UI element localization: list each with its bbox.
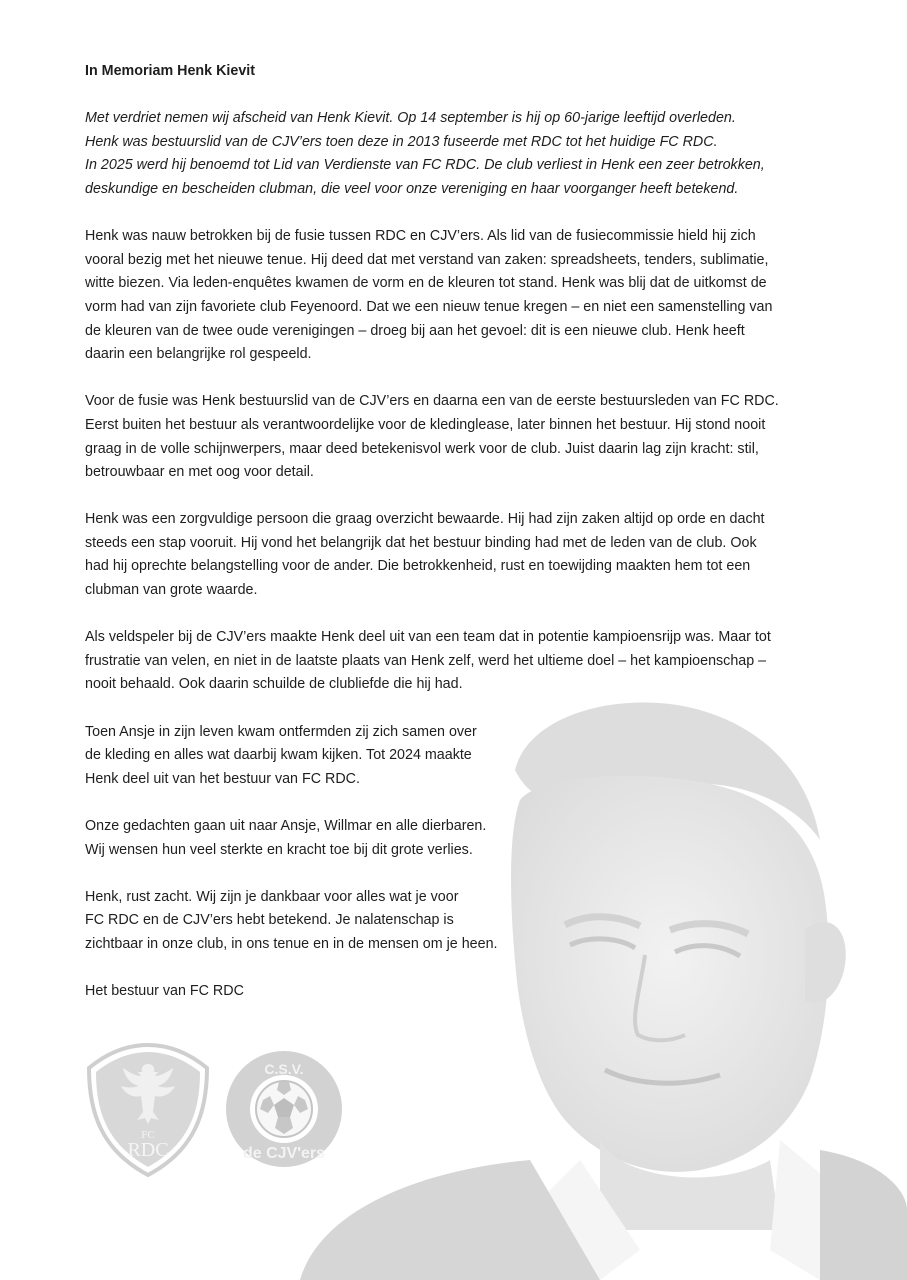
text-line: Toen Ansje in zijn leven kwam ontfermden zij zich samen over: [85, 723, 477, 740]
text-line: graag in de volle schijnwerpers, maar deed betekenisvol werk voor de club. Juist daarin lag zijn kracht: stil,: [85, 440, 759, 457]
intro-line: Met verdriet nemen wij afscheid van Henk Kievit. Op 14 september is hij op 60-jarige leeftijd overleden.: [85, 110, 736, 127]
club-logos: [85, 1042, 355, 1182]
text-line: steeds een stap vooruit. Hij vond het belangrijk dat het bestuur binding had met de leden van de club. Ook: [85, 534, 757, 551]
text-line: frustratie van velen, en niet in de laatste plaats van Henk zelf, werd het ultieme doel – het kampioenschap –: [85, 652, 767, 669]
text-line: Voor de fusie was Henk bestuurslid van de CJV’ers en daarna een van de eerste bestuursleden van FC RDC.: [85, 393, 779, 410]
text-line: Henk deel uit van het bestuur van FC RDC.: [85, 770, 360, 787]
text-line: nooit behaald. Ook daarin schuilde de clubliefde die hij had.: [85, 676, 463, 693]
paragraph-fusie: [85, 225, 825, 367]
football-icon: [256, 1081, 312, 1137]
text-line: betrouwbaar en met oog voor detail.: [85, 464, 314, 481]
text-line: de kleuren van de twee oude verenigingen – droeg bij aan het gevoel: dit is een nieuwe club. Henk heeft: [85, 322, 745, 339]
intro-paragraph: [85, 107, 825, 201]
csv-cjvers-logo: [223, 1048, 345, 1170]
logo-rdc-name-text: RDC: [127, 1139, 169, 1161]
page-title: In Memoriam Henk Kievit: [85, 63, 256, 79]
text-line: zichtbaar in onze club, in ons tenue en in de mensen om je heen.: [85, 935, 498, 952]
text-line: Henk was een zorgvuldige persoon die graag overzicht bewaarde. Hij had zijn zaken altijd op orde en dacht: [85, 511, 765, 528]
intro-line: Henk was bestuurslid van de CJV’ers toen deze in 2013 fuseerde met RDC tot het huidige FC RDC.: [85, 133, 718, 150]
intro-line: deskundige en bescheiden clubman, die veel voor onze vereniging en haar voorganger heeft betekend.: [85, 180, 739, 197]
text-line: witte biezen. Via leden-enquêtes kwamen de vorm en de kleuren tot stand. Henk was blij dat de uitkomst de: [85, 275, 767, 292]
text-line: Eerst buiten het bestuur als verantwoordelijke voor de kledinglease, later binnen het bestuur. Hij stond nooit: [85, 416, 766, 433]
intro-line: In 2025 werd hij benoemd tot Lid van Verdienste van FC RDC. De club verliest in Henk een zeer betrokken,: [85, 157, 765, 174]
logo-cjv-bottom-text: de CJV'ers: [242, 1145, 326, 1162]
text-line: Henk was nauw betrokken bij de fusie tussen RDC en CJV’ers. Als lid van de fusiecommissie hield hij zich: [85, 228, 756, 245]
logo-rdc-fc-text: FC: [141, 1129, 155, 1141]
logo-cjv-top-text: C.S.V.: [264, 1061, 304, 1077]
paragraph-rust-zacht: [85, 886, 825, 957]
fc-rdc-logo: [85, 1042, 211, 1178]
text-line: clubman van grote waarde.: [85, 582, 258, 599]
text-line: had hij oprechte belangstelling voor de ander. Die betrokkenheid, rust en toewijding maakten hem tot een: [85, 558, 751, 575]
text-line: Henk, rust zacht. Wij zijn je dankbaar voor alles wat je voor: [85, 888, 459, 905]
text-line: vooral bezig met het nieuwe tenue. Hij deed dat met verstand van zaken: spreadsheets, tenders, sublimatie,: [85, 251, 769, 268]
paragraph-bestuur: [85, 390, 825, 484]
text-line: FC RDC en de CJV’ers hebt betekend. Je nalatenschap is: [85, 912, 454, 929]
paragraph-ansje: [85, 721, 825, 792]
paragraph-veldspeler: [85, 626, 825, 697]
text-line: daarin een belangrijke rol gespeeld.: [85, 346, 312, 363]
text-line: Onze gedachten gaan uit naar Ansje, Willmar en alle dierbaren.: [85, 818, 487, 834]
paragraph-gedachten: [85, 815, 825, 862]
text-line: vorm had van zijn favoriete club Feyenoord. Dat we een nieuw tenue kregen – en niet een samenstelling van: [85, 298, 773, 315]
text-line: Als veldspeler bij de CJV’ers maakte Henk deel uit van een team dat in potentie kampioensrijp was. Maar tot: [85, 629, 771, 646]
signature: Het bestuur van FC RDC: [85, 983, 244, 1000]
paragraph-persoon: [85, 508, 825, 602]
text-line: Wij wensen hun veel sterkte en kracht toe bij dit grote verlies.: [85, 841, 473, 858]
text-line: de kleding en alles wat daarbij kwam kijken. Tot 2024 maakte: [85, 747, 472, 764]
memorial-text: [85, 60, 825, 1027]
